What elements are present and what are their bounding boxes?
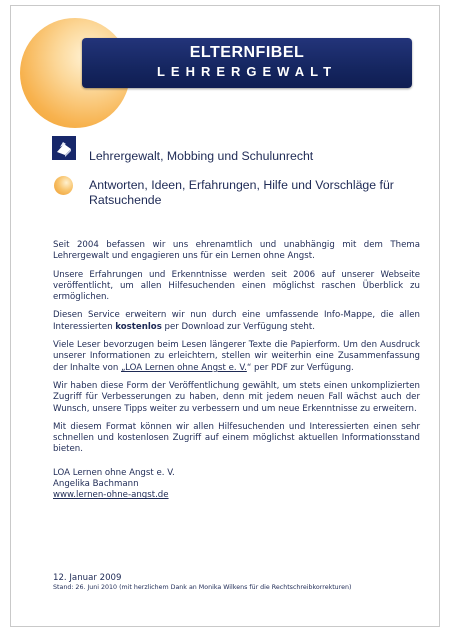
loa-link[interactable]: „LOA Lernen ohne Angst e. V. xyxy=(121,362,247,373)
signature-block xyxy=(53,468,420,502)
paragraph-4-end: “ per PDF zur Verfügung. xyxy=(246,362,354,373)
keyword-kostenlos: kostenlos xyxy=(115,321,162,332)
signature-name: Angelika Bachmann xyxy=(53,479,139,490)
book-icon-graphic xyxy=(52,136,76,160)
stand-note: Stand: 26. Juni 2010 (mit herzlichem Dank an Monika Wilkens für die Rechtschreibkorrekturen) xyxy=(53,584,352,591)
title-banner xyxy=(82,38,412,88)
book-square-icon xyxy=(52,136,76,160)
paragraph-2: Unsere Erfahrungen und Erkenntnisse werden seit 2006 auf unserer Webseite veröffentlicht, um allen Hilfesuchenden einen möglichst raschen Überblick zu ermöglichen. xyxy=(53,269,420,303)
subtitle-answers: Antworten, Ideen, Erfahrungen, Hilfe und Vorschläge für Ratsuchende xyxy=(89,178,394,207)
paragraph-5: Wir haben diese Form der Veröffentlichung gewählt, um stets einen unkomplizierten Zugriff für Verbesserungen zu haben, denn mit jedem neuen Fall wächst auch der Wunsch, unsere Tipps weiter zu verbessern und um neue Erkenntnisse zu erweitern. xyxy=(53,380,420,414)
subtitle-topics: Lehrergewalt, Mobbing und Schulunrecht xyxy=(89,149,314,163)
banner-subtitle: LEHRERGEWALT xyxy=(156,64,338,79)
date-block xyxy=(53,573,351,591)
paragraph-1: Seit 2004 befassen wir uns ehrenamtlich und unabhängig mit dem Thema Lehrergewalt und engagieren uns für ein Lernen ohne Angst. xyxy=(53,240,420,262)
paragraph-3 xyxy=(53,310,420,333)
sun-ball-icon xyxy=(54,176,73,195)
paragraph-4 xyxy=(53,340,420,374)
paragraph-3-end: per Download zur Verfügung steht. xyxy=(161,321,315,332)
paragraph-4-text: Viele Leser bevorzugen beim Lesen längerer Texte die Papierform. Um den Ausdruck unserer Informationen zu erleichtern, stellen wir weiterhin eine Zusammenfassung der Inhalte von xyxy=(53,340,420,373)
paragraph-3-text: Diesen Service erweitern wir nun durch eine umfassende Info-Mappe, die allen Interessierten xyxy=(53,310,420,332)
website-link[interactable]: www.lernen-ohne-angst.de xyxy=(53,490,169,501)
paragraph-6: Mit diesem Format können wir allen Hilfesuchenden und Interessierten einen sehr schnellen und kostenlosen Zugriff auf einem möglichst aktuellen Informationsstand bieten. xyxy=(53,421,420,455)
body-text xyxy=(53,240,420,509)
document-date: 12. Januar 2009 xyxy=(53,573,122,583)
banner-title: ELTERNFIBEL xyxy=(189,44,305,61)
signature-org: LOA Lernen ohne Angst e. V. xyxy=(53,467,175,478)
